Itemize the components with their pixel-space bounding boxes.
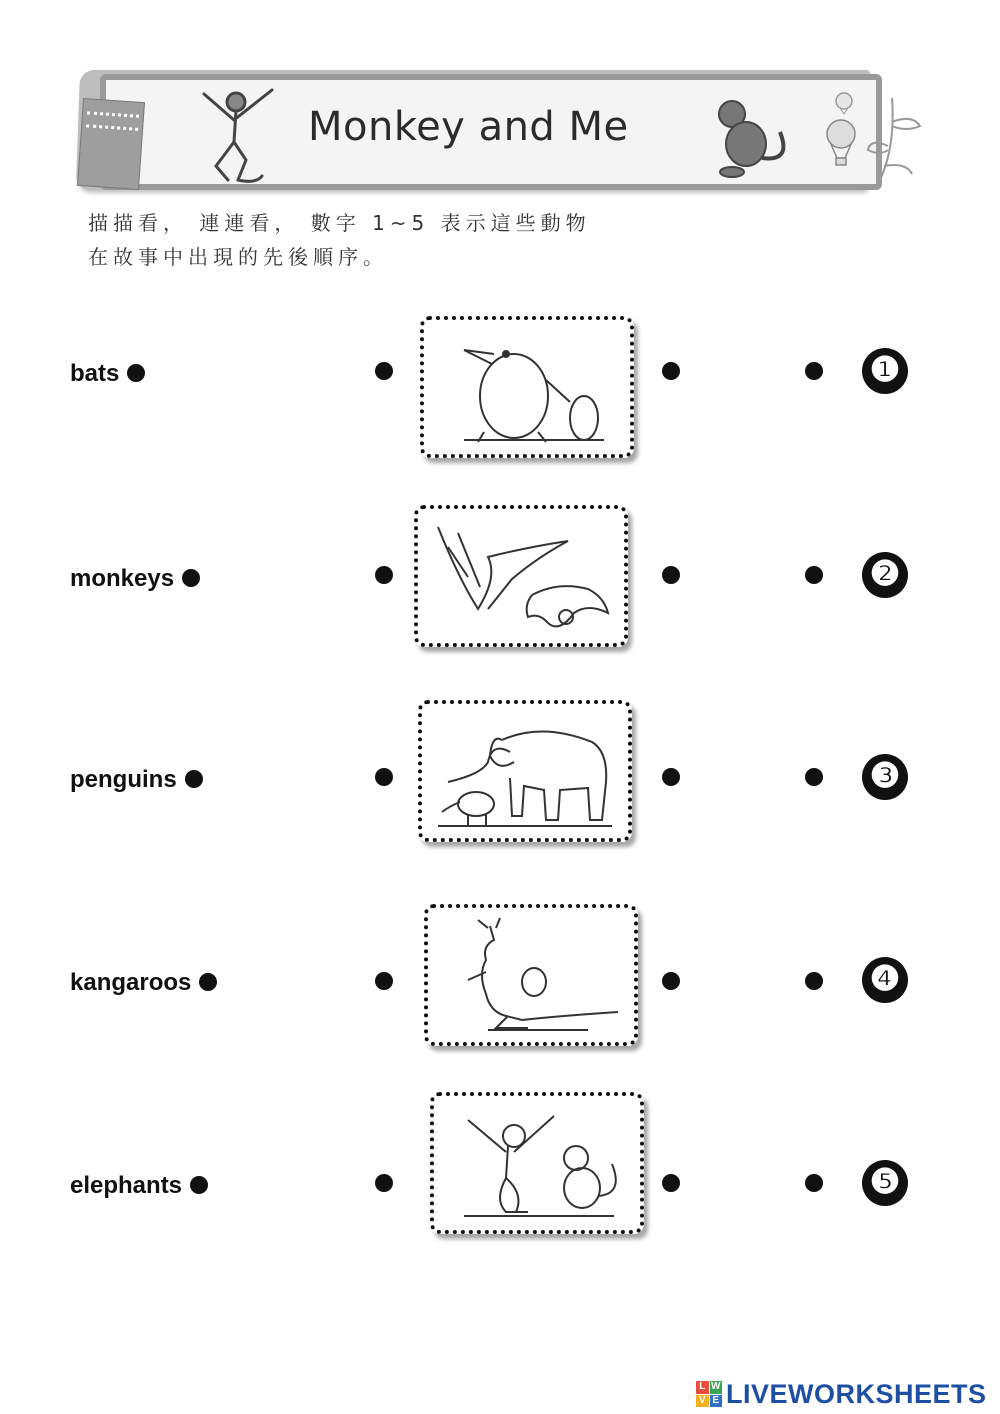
picture-card-2: [414, 505, 628, 647]
number-dot[interactable]: [805, 972, 823, 990]
logo-mark-letter: V: [696, 1395, 709, 1408]
picture-left-dot[interactable]: [375, 362, 393, 380]
word-item-penguins[interactable]: [70, 766, 203, 794]
word-item-monkeys[interactable]: [70, 565, 200, 593]
penguins-picture-icon: [434, 328, 620, 446]
picture-right-dot[interactable]: [662, 972, 680, 990]
matching-row-3: [0, 700, 1000, 850]
order-number-5: ❺: [862, 1160, 908, 1206]
order-number-1: ❶: [862, 348, 908, 394]
word-label: kangaroos: [70, 969, 192, 996]
order-number-3: ❸: [862, 754, 908, 800]
picture-right-dot[interactable]: [662, 768, 680, 786]
word-item-elephants[interactable]: [70, 1172, 208, 1200]
picture-card-1: [420, 316, 634, 458]
instructions: [88, 206, 918, 274]
logo-text: LIVEWORKSHEETS: [726, 1378, 987, 1409]
sitting-monkey-icon: [706, 92, 796, 182]
order-number-4: ❹: [862, 957, 908, 1003]
liveworksheets-logo: [696, 1374, 987, 1414]
kangaroos-picture-icon: [438, 916, 624, 1034]
word-dot[interactable]: [127, 364, 145, 382]
dancing-monkey-icon: [186, 80, 286, 190]
picture-left-dot[interactable]: [375, 972, 393, 990]
word-label: penguins: [70, 766, 177, 793]
word-dot[interactable]: [185, 770, 203, 788]
word-item-bats[interactable]: [70, 360, 145, 388]
bats-picture-icon: [428, 517, 614, 635]
small-balloon-icon: [834, 92, 854, 116]
matching-row-4: [0, 904, 1000, 1054]
word-dot[interactable]: [190, 1176, 208, 1194]
logo-mark-icon: [696, 1381, 722, 1407]
word-label: bats: [70, 360, 120, 387]
instruction-line-2: 在故事中出現的先後順序。: [88, 245, 388, 269]
monkeys-picture-icon: [444, 1104, 630, 1222]
picture-left-dot[interactable]: [375, 768, 393, 786]
word-label: monkeys: [70, 565, 175, 592]
instruction-line-1: 描描看， 連連看， 數字 1~5 表示這些動物: [88, 211, 591, 235]
order-number-2: ❷: [862, 552, 908, 598]
number-dot[interactable]: [805, 1174, 823, 1192]
picture-right-dot[interactable]: [662, 566, 680, 584]
plant-decoration-icon: [866, 92, 926, 192]
picture-left-dot[interactable]: [375, 1174, 393, 1192]
picture-right-dot[interactable]: [662, 362, 680, 380]
word-dot[interactable]: [199, 973, 217, 991]
number-dot[interactable]: [805, 768, 823, 786]
word-item-kangaroos[interactable]: [70, 969, 217, 997]
number-dot[interactable]: [805, 566, 823, 584]
word-dot[interactable]: [182, 569, 200, 587]
banner-tag: [77, 98, 145, 190]
matching-row-2: [0, 505, 1000, 655]
matching-row-5: [0, 1092, 1000, 1242]
logo-mark-letter: E: [710, 1395, 723, 1408]
logo-mark-letter: L: [696, 1381, 709, 1394]
picture-card-3: [418, 700, 632, 842]
picture-card-4: [424, 904, 638, 1046]
title-banner: [78, 62, 878, 192]
elephants-picture-icon: [432, 712, 618, 830]
picture-left-dot[interactable]: [375, 566, 393, 584]
page-title: Monkey and Me: [308, 104, 629, 150]
picture-card-5: [430, 1092, 644, 1234]
matching-row-1: [0, 316, 1000, 466]
hot-air-balloon-icon: [824, 118, 858, 172]
word-label: elephants: [70, 1172, 183, 1199]
picture-right-dot[interactable]: [662, 1174, 680, 1192]
number-dot[interactable]: [805, 362, 823, 380]
logo-mark-letter: W: [711, 1381, 721, 1392]
